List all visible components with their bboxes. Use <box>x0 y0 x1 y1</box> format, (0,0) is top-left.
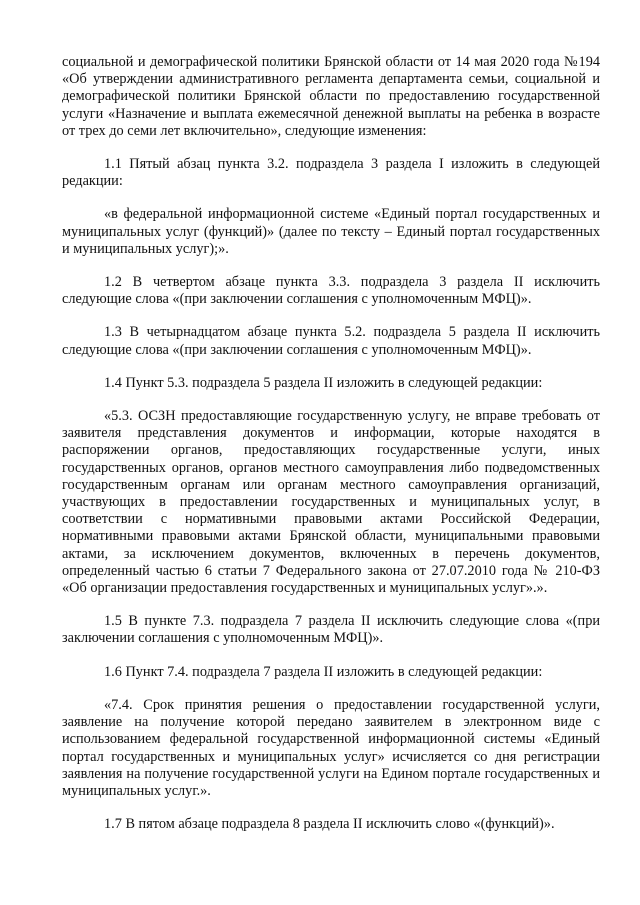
paragraph-quote-7-4: «7.4. Срок принятия решения о предоставлении государственной услуги, заявление на получение которой передано заявителем в электронном виде с использованием федеральной государственной информационной системы «Единый портал государственных и муниципальных услуг» исчисляется со дня регистрации заявления на получение государственной услуги на Едином портале государственных и муниципальных услуг.». <box>62 696 600 799</box>
paragraph-item-1-6: 1.6 Пункт 7.4. подраздела 7 раздела II изложить в следующей редакции: <box>104 663 543 680</box>
paragraph-item-1-1: 1.1 Пятый абзац пункта 3.2. подраздела 3 раздела I изложить в следующей редакции: <box>62 156 600 190</box>
paragraph-item-1-7: 1.7 В пятом абзаце подраздела 8 раздела II исключить слово «(функций)». <box>104 816 555 833</box>
paragraph-quote-1-1: «в федеральной информационной системе «Единый портал государственных и муниципальных услуг (функций)» (далее по тексту – Единый портал государственных и муниципальных услуг);». <box>62 206 600 257</box>
paragraph-quote-5-3: «5.3. ОСЗН предоставляющие государственную услугу, не вправе требовать от заявителя представления документов и информации, которые находятся в распоряжении органов, предоставляющих государственные услуги, иных государственных органов, органов местного самоуправления либо подведомственных государственным органам или органам местного самоуправления организаций, участвующих в предоставлении государственных и муниципальных услуг, в соответствии с нормативными правовыми актами Российской Федерации, нормативными правовыми актами Брянской области, муниципальными правовыми актами, за исключением документов, включенных в перечень документов, определенный частью 6 статьи 7 Федерального закона от 27.07.2010 года № 210-ФЗ «Об организации предоставления государственных и муниципальных услуг».». <box>62 408 600 597</box>
paragraph-item-1-4: 1.4 Пункт 5.3. подраздела 5 раздела II изложить в следующей редакции: <box>104 374 543 391</box>
paragraph-intro-continuation: социальной и демографической политики Брянской области от 14 мая 2020 года №194 «Об утверждении административного регламента департамента семьи, социальной и демографической политики Брянской области по предоставлению государственной услуги «Назначение и выплата ежемесячной денежной выплаты на ребенка в возрасте от трех до семи лет включительно», следующие изменения: <box>62 54 600 139</box>
paragraph-item-1-5: 1.5 В пункте 7.3. подраздела 7 раздела II исключить следующие слова «(при заключении соглашения с уполномоченным МФЦ)». <box>62 613 600 647</box>
paragraph-item-1-3: 1.3 В четырнадцатом абзаце пункта 5.2. подраздела 5 раздела II исключить следующие слова «(при заключении соглашения с уполномоченным МФЦ)». <box>62 324 600 358</box>
paragraph-item-1-2: 1.2 В четвертом абзаце пункта 3.3. подраздела 3 раздела II исключить следующие слова «(при заключении соглашения с уполномоченным МФЦ)». <box>62 274 600 308</box>
